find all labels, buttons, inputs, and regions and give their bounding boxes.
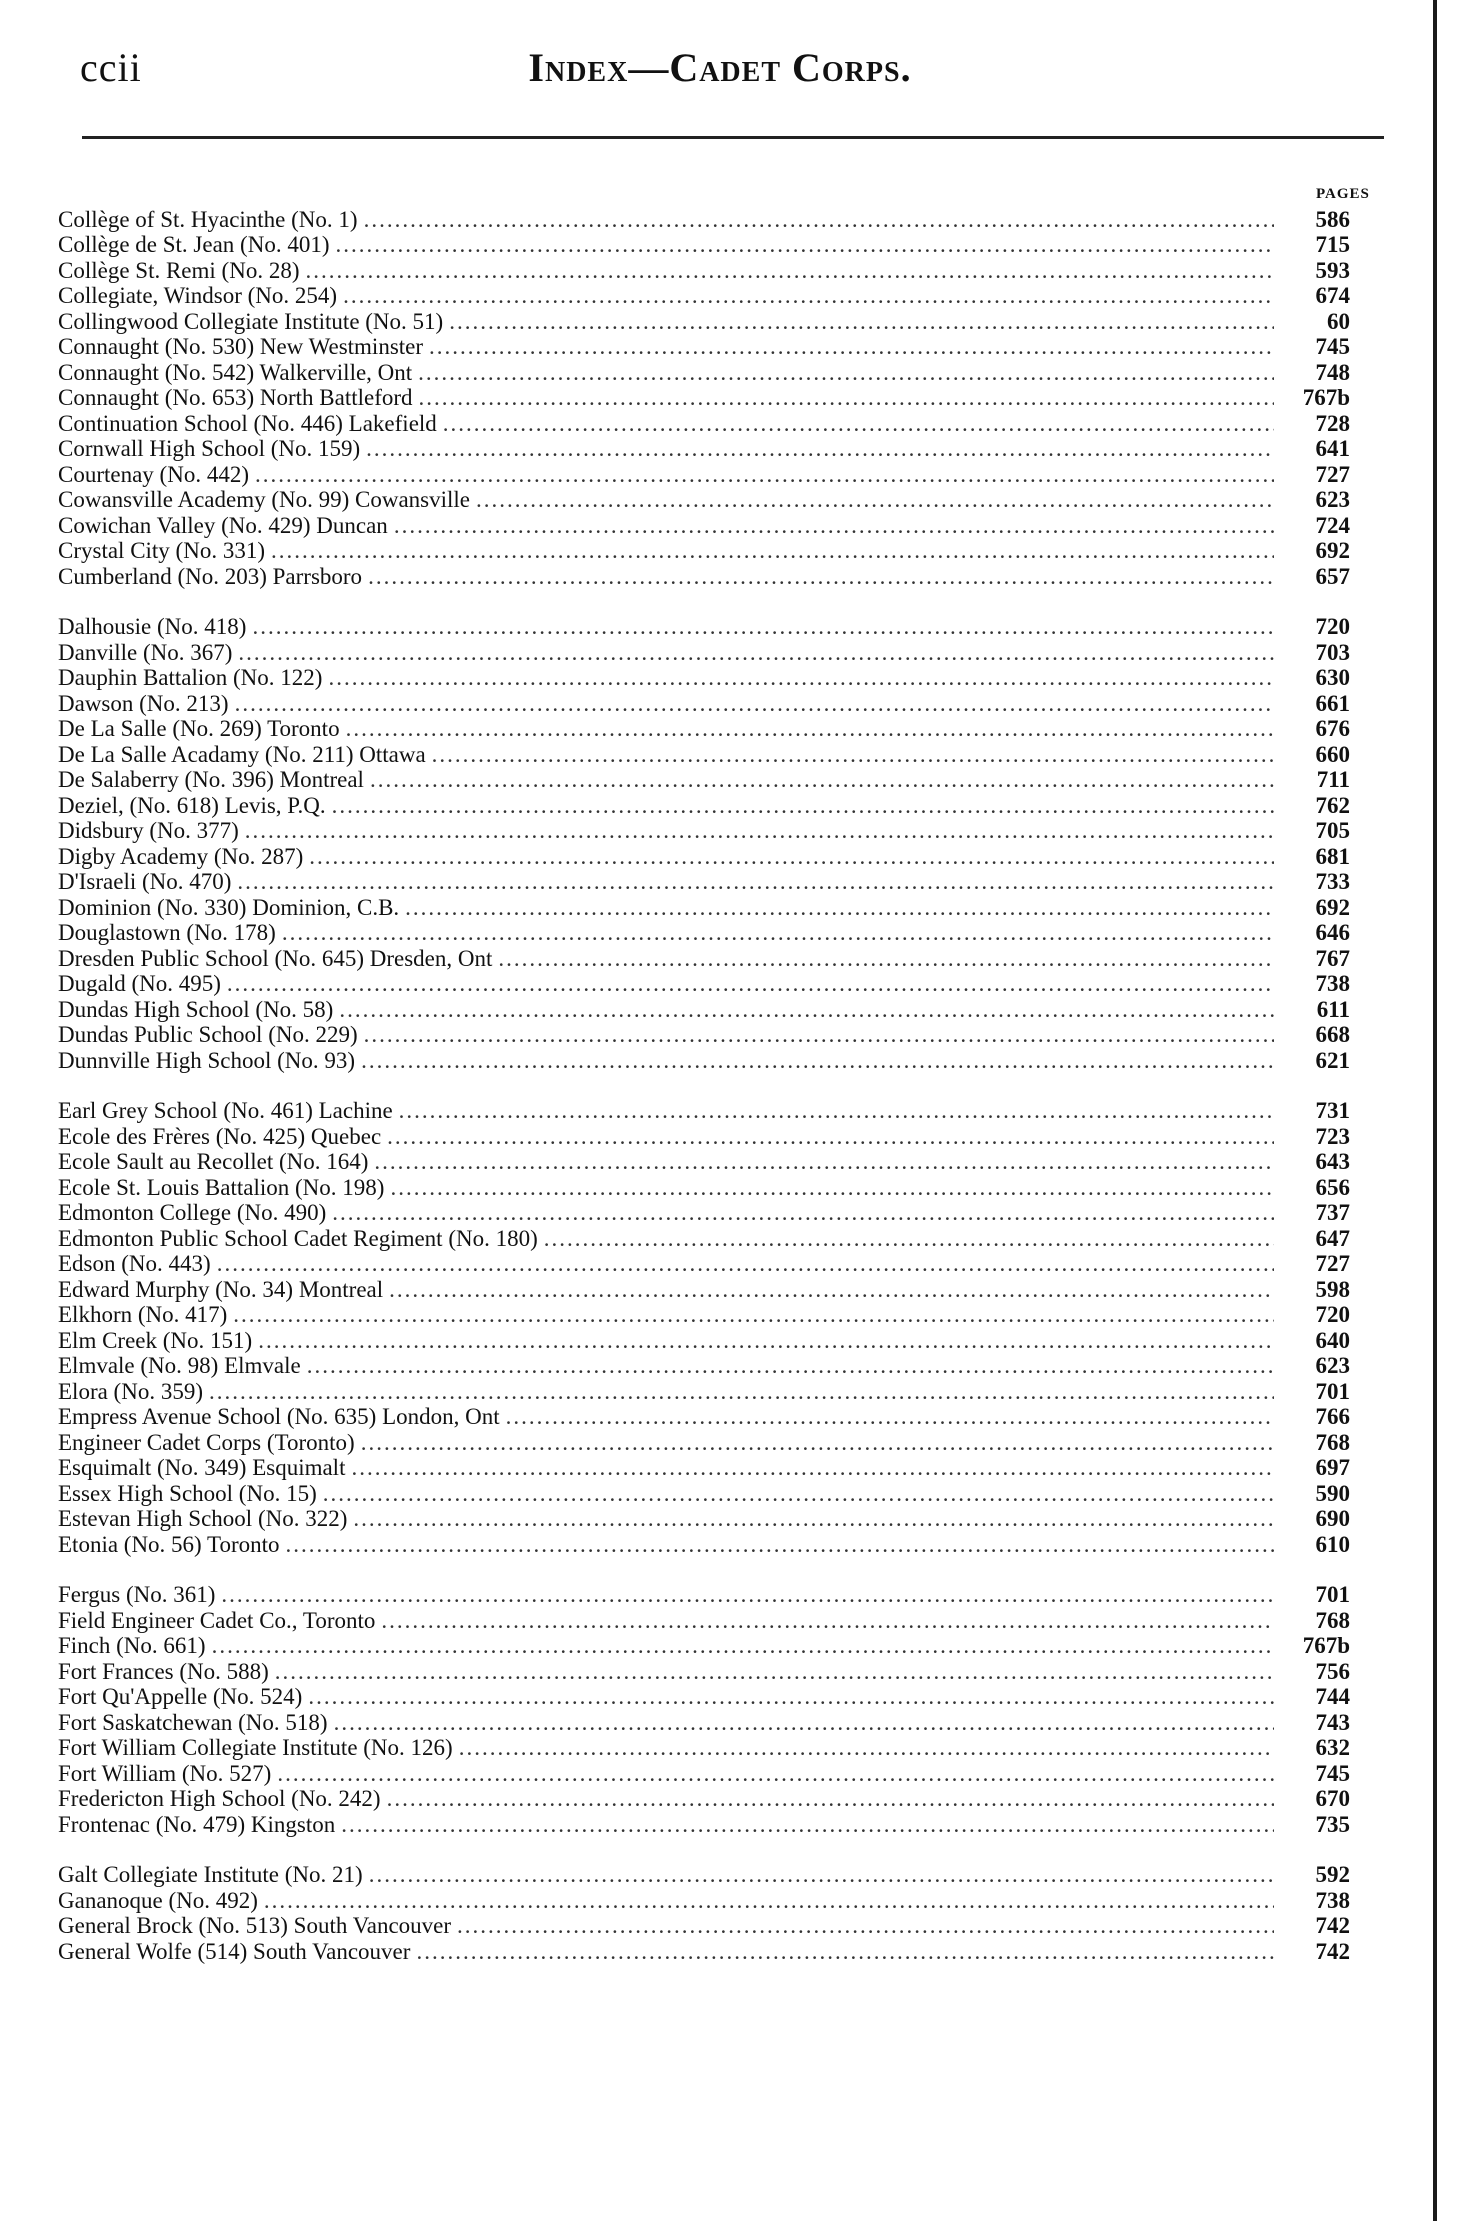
entry-page-number: 720 xyxy=(1315,614,1350,639)
entry-name: Frontenac (No. 479) Kingston xyxy=(58,1811,336,1837)
dot-leader xyxy=(432,742,1274,767)
dot-leader xyxy=(252,614,1274,639)
entry-page-number: 623 xyxy=(1315,487,1350,512)
entry-name: Ecole des Frères (No. 425) Quebec xyxy=(58,1123,382,1149)
entry-page-number: 745 xyxy=(1315,1760,1350,1786)
dot-leader xyxy=(233,1302,1274,1327)
dot-leader xyxy=(457,1913,1274,1938)
entry-page-number: 743 xyxy=(1315,1709,1350,1735)
index-entry xyxy=(58,792,1350,818)
dot-leader xyxy=(286,1532,1274,1557)
dot-leader xyxy=(305,258,1274,283)
entry-name: Dugald (No. 495) xyxy=(58,971,221,996)
entry-name: Edmonton Public School Cadet Regiment (No. 180) xyxy=(58,1225,538,1251)
entry-name: Dominion (No. 330) Dominion, C.B. xyxy=(58,894,400,920)
entry-name: Cumberland (No. 203) Parrsboro xyxy=(58,563,363,589)
dot-leader xyxy=(238,640,1274,665)
index-entry xyxy=(58,385,1350,411)
entry-name: De La Salle (No. 269) Toronto xyxy=(58,716,340,741)
dot-leader xyxy=(405,895,1274,920)
dot-leader xyxy=(370,767,1274,792)
entry-page-number: 611 xyxy=(1316,996,1350,1022)
dot-leader xyxy=(498,946,1274,971)
index-entry xyxy=(58,308,1350,334)
entry-name: Elm Creek (No. 151) xyxy=(58,1327,253,1353)
entry-page-number: 762 xyxy=(1315,792,1350,818)
entry-page-number: 676 xyxy=(1315,716,1350,741)
page-header xyxy=(70,38,1370,98)
dot-leader xyxy=(332,793,1274,818)
entry-name: Dawson (No. 213) xyxy=(58,690,229,716)
entry-name: Dundas Public School (No. 229) xyxy=(58,1022,358,1047)
index-entry xyxy=(58,563,1350,589)
entry-page-number: 744 xyxy=(1315,1684,1350,1709)
entry-page-number: 727 xyxy=(1315,461,1350,487)
dot-leader xyxy=(282,920,1274,945)
entry-page-number: 598 xyxy=(1315,1276,1350,1302)
index-entry xyxy=(58,487,1350,513)
entry-page-number: 630 xyxy=(1315,665,1350,690)
entry-name: Courtenay (No. 442) xyxy=(58,461,249,487)
index-entry xyxy=(58,1887,1350,1913)
entry-page-number: 674 xyxy=(1315,283,1350,308)
index-entry xyxy=(58,843,1350,869)
entry-page-number: 610 xyxy=(1315,1531,1350,1557)
dot-leader xyxy=(364,1022,1274,1047)
index-entry xyxy=(58,512,1350,538)
index-entry xyxy=(58,1607,1350,1633)
dot-leader xyxy=(416,1939,1274,1964)
entry-page-number: 592 xyxy=(1315,1862,1350,1887)
entry-page-number: 720 xyxy=(1315,1302,1350,1327)
entry-name: Continuation School (No. 446) Lakefield xyxy=(58,410,437,436)
index-entry xyxy=(58,1404,1350,1430)
dot-leader xyxy=(309,844,1274,869)
index-entry xyxy=(58,1480,1350,1506)
entry-name: Elmvale (No. 98) Elmvale xyxy=(58,1353,301,1378)
dot-leader xyxy=(419,385,1274,410)
page-edge-line xyxy=(1433,0,1437,2221)
entry-name: Fergus (No. 361) xyxy=(58,1582,216,1607)
index-entry xyxy=(58,1251,1350,1277)
entry-name: Deziel, (No. 618) Levis, P.Q. xyxy=(58,792,326,818)
entry-name: Dunnville High School (No. 93) xyxy=(58,1047,356,1073)
entry-name: Gananoque (No. 492) xyxy=(58,1887,258,1913)
index-entry xyxy=(58,818,1350,844)
entry-page-number: 661 xyxy=(1315,690,1350,716)
entry-page-number: 745 xyxy=(1315,334,1350,359)
index-section xyxy=(58,206,1350,589)
entry-name: De Salaberry (No. 396) Montreal xyxy=(58,767,364,792)
index-entry xyxy=(58,614,1350,640)
entry-name: Connaught (No. 530) New Westminster xyxy=(58,334,424,359)
entry-name: Galt Collegiate Institute (No. 21) xyxy=(58,1862,363,1887)
entry-name: Dundas High School (No. 58) xyxy=(58,996,334,1022)
dot-leader xyxy=(271,538,1274,563)
pages-column-heading: PAGES xyxy=(1316,186,1370,202)
dot-leader xyxy=(209,1379,1274,1404)
entry-name: Fort William Collegiate Institute (No. 126) xyxy=(58,1735,453,1760)
index-entry xyxy=(58,665,1350,691)
entry-page-number: 738 xyxy=(1315,1887,1350,1913)
index-entry xyxy=(58,1200,1350,1226)
index-entry xyxy=(58,257,1350,283)
entry-page-number: 748 xyxy=(1315,359,1350,385)
entry-page-number: 737 xyxy=(1315,1200,1350,1225)
dot-leader xyxy=(387,1786,1274,1811)
index-entry xyxy=(58,639,1350,665)
entry-name: Cornwall High School (No. 159) xyxy=(58,436,361,461)
entry-page-number: 766 xyxy=(1315,1404,1350,1429)
entry-page-number: 590 xyxy=(1315,1480,1350,1506)
dot-leader xyxy=(332,1200,1274,1225)
index-entry xyxy=(58,690,1350,716)
entry-name: Collège de St. Jean (No. 401) xyxy=(58,232,330,257)
entry-page-number: 60 xyxy=(1327,308,1350,334)
index-section xyxy=(58,1098,1350,1557)
index-entry xyxy=(58,1149,1350,1175)
entry-page-number: 681 xyxy=(1315,843,1350,869)
entry-name: Ecole Sault au Recollet (No. 164) xyxy=(58,1149,369,1174)
entry-name: Fort Saskatchewan (No. 518) xyxy=(58,1709,328,1735)
entry-page-number: 586 xyxy=(1315,206,1350,232)
entry-name: Ecole St. Louis Battalion (No. 198) xyxy=(58,1174,385,1200)
index-entry xyxy=(58,716,1350,742)
dot-leader xyxy=(308,1684,1274,1709)
entry-page-number: 640 xyxy=(1315,1327,1350,1353)
index-entry xyxy=(58,971,1350,997)
dot-leader xyxy=(328,665,1274,690)
dot-leader xyxy=(343,283,1274,308)
index-entry xyxy=(58,436,1350,462)
dot-leader xyxy=(506,1404,1274,1429)
entry-name: Connaught (No. 542) Walkerville, Ont xyxy=(58,359,413,385)
entry-name: Edson (No. 443) xyxy=(58,1251,211,1276)
entry-page-number: 703 xyxy=(1315,639,1350,665)
dot-leader xyxy=(235,691,1274,716)
entry-page-number: 727 xyxy=(1315,1251,1350,1276)
index-entry xyxy=(58,996,1350,1022)
dot-leader xyxy=(346,716,1274,741)
dot-leader xyxy=(387,1124,1274,1149)
dot-leader xyxy=(374,1149,1274,1174)
entry-page-number: 692 xyxy=(1315,538,1350,563)
entry-page-number: 742 xyxy=(1315,1913,1350,1938)
dot-leader xyxy=(429,334,1274,359)
dot-leader xyxy=(389,1277,1274,1302)
entry-page-number: 768 xyxy=(1315,1429,1350,1455)
index-entry xyxy=(58,1123,1350,1149)
index-entry xyxy=(58,1531,1350,1557)
entry-name: Collège St. Remi (No. 28) xyxy=(58,257,300,283)
entry-page-number: 643 xyxy=(1315,1149,1350,1174)
dot-leader xyxy=(275,1659,1274,1684)
entry-page-number: 660 xyxy=(1315,741,1350,767)
dot-leader xyxy=(361,1048,1274,1073)
index-entry xyxy=(58,410,1350,436)
dot-leader xyxy=(227,971,1274,996)
dot-leader xyxy=(476,487,1274,512)
dot-leader xyxy=(443,411,1274,436)
index-entry xyxy=(58,1455,1350,1481)
entry-name: Danville (No. 367) xyxy=(58,639,233,665)
entry-name: Esquimalt (No. 349) Esquimalt xyxy=(58,1455,346,1480)
entry-name: Collège of St. Hyacinthe (No. 1) xyxy=(58,206,358,232)
entry-page-number: 701 xyxy=(1315,1582,1350,1607)
index-entry xyxy=(58,1429,1350,1455)
entry-name: Digby Academy (No. 287) xyxy=(58,843,304,869)
dot-leader xyxy=(459,1735,1274,1760)
entry-page-number: 697 xyxy=(1315,1455,1350,1480)
dot-leader xyxy=(364,207,1274,232)
entry-page-number: 621 xyxy=(1315,1047,1350,1073)
index-entry xyxy=(58,1225,1350,1251)
index-entry xyxy=(58,1174,1350,1200)
dot-leader xyxy=(255,462,1274,487)
index-entry xyxy=(58,945,1350,971)
entry-name: Crystal City (No. 331) xyxy=(58,538,265,563)
dot-leader xyxy=(323,1481,1274,1506)
dot-leader xyxy=(212,1633,1274,1658)
page-title: Index—Cadet Corps. xyxy=(528,45,912,90)
entry-page-number: 733 xyxy=(1315,869,1350,894)
dot-leader xyxy=(381,1608,1274,1633)
index-entry xyxy=(58,283,1350,309)
entry-page-number: 742 xyxy=(1315,1938,1350,1964)
index-entry xyxy=(58,1811,1350,1837)
entry-name: De La Salle Acadamy (No. 211) Ottawa xyxy=(58,741,426,767)
entry-name: Field Engineer Cadet Co., Toronto xyxy=(58,1607,376,1633)
index-entry xyxy=(58,232,1350,258)
entry-page-number: 767b xyxy=(1302,385,1350,410)
index-entry xyxy=(58,767,1350,793)
entry-page-number: 670 xyxy=(1315,1786,1350,1811)
entry-page-number: 646 xyxy=(1315,920,1350,945)
index-entry xyxy=(58,1938,1350,1964)
index-entry xyxy=(58,334,1350,360)
index-entry xyxy=(58,1786,1350,1812)
dot-leader xyxy=(390,1175,1274,1200)
entry-page-number: 641 xyxy=(1315,436,1350,461)
entry-name: Dalhousie (No. 418) xyxy=(58,614,247,639)
entry-page-number: 768 xyxy=(1315,1607,1350,1633)
entry-name: Edmonton College (No. 490) xyxy=(58,1200,327,1225)
entry-name: Dauphin Battalion (No. 122) xyxy=(58,665,323,690)
dot-leader xyxy=(353,1506,1274,1531)
entry-page-number: 632 xyxy=(1315,1735,1350,1760)
dot-leader xyxy=(449,309,1274,334)
entry-page-number: 767 xyxy=(1315,945,1350,971)
page-folio: ccii xyxy=(80,45,142,90)
dot-leader xyxy=(334,1710,1274,1735)
entry-page-number: 705 xyxy=(1315,818,1350,843)
entry-name: Fredericton High School (No. 242) xyxy=(58,1786,381,1811)
dot-leader xyxy=(394,513,1274,538)
index-list xyxy=(58,206,1350,1989)
entry-name: Finch (No. 661) xyxy=(58,1633,206,1658)
index-section xyxy=(58,614,1350,1073)
index-entry xyxy=(58,869,1350,895)
index-entry xyxy=(58,1582,1350,1608)
entry-name: General Wolfe (514) South Vancouver xyxy=(58,1938,411,1964)
entry-name: Fort Frances (No. 588) xyxy=(58,1658,269,1684)
entry-name: General Brock (No. 513) South Vancouver xyxy=(58,1913,452,1938)
entry-name: Fort Qu'Appelle (No. 524) xyxy=(58,1684,303,1709)
header-rule xyxy=(82,136,1384,139)
index-entry xyxy=(58,1378,1350,1404)
entry-name: Cowichan Valley (No. 429) Duncan xyxy=(58,512,388,538)
entry-name: Fort William (No. 527) xyxy=(58,1760,272,1786)
dot-leader xyxy=(217,1251,1274,1276)
entry-name: Connaught (No. 653) North Battleford xyxy=(58,385,413,410)
index-entry xyxy=(58,1047,1350,1073)
dot-leader xyxy=(341,1812,1274,1837)
entry-name: Dresden Public School (No. 645) Dresden, Ont xyxy=(58,945,493,971)
index-entry xyxy=(58,1022,1350,1048)
entry-name: Elora (No. 359) xyxy=(58,1378,203,1404)
index-entry xyxy=(58,1658,1350,1684)
dot-leader xyxy=(307,1353,1274,1378)
entry-page-number: 668 xyxy=(1315,1022,1350,1047)
entry-page-number: 724 xyxy=(1315,512,1350,538)
index-entry xyxy=(58,1862,1350,1888)
index-section xyxy=(58,1862,1350,1964)
entry-name: Estevan High School (No. 322) xyxy=(58,1506,348,1531)
index-entry xyxy=(58,1276,1350,1302)
entry-name: Collegiate, Windsor (No. 254) xyxy=(58,283,338,308)
entry-page-number: 715 xyxy=(1315,232,1350,257)
dot-leader xyxy=(221,1582,1274,1607)
index-entry xyxy=(58,206,1350,232)
index-entry xyxy=(58,1302,1350,1328)
index-entry xyxy=(58,1633,1350,1659)
entry-page-number: 647 xyxy=(1315,1225,1350,1251)
entry-name: Engineer Cadet Corps (Toronto) xyxy=(58,1429,355,1455)
index-entry xyxy=(58,741,1350,767)
entry-page-number: 701 xyxy=(1315,1378,1350,1404)
dot-leader xyxy=(245,818,1274,843)
dot-leader xyxy=(399,1098,1274,1123)
entry-page-number: 690 xyxy=(1315,1506,1350,1531)
index-entry xyxy=(58,1684,1350,1710)
dot-leader xyxy=(418,360,1274,385)
index-entry xyxy=(58,920,1350,946)
dot-leader xyxy=(369,1862,1274,1887)
dot-leader xyxy=(351,1455,1274,1480)
entry-page-number: 723 xyxy=(1315,1123,1350,1149)
dot-leader xyxy=(258,1328,1274,1353)
entry-page-number: 756 xyxy=(1315,1658,1350,1684)
index-entry xyxy=(58,1913,1350,1939)
dot-leader xyxy=(335,232,1274,257)
entry-page-number: 711 xyxy=(1316,767,1350,792)
entry-name: Etonia (No. 56) Toronto xyxy=(58,1531,280,1557)
index-entry xyxy=(58,894,1350,920)
index-entry xyxy=(58,1327,1350,1353)
entry-page-number: 728 xyxy=(1315,410,1350,436)
dot-leader xyxy=(237,869,1274,894)
entry-name: Collingwood Collegiate Institute (No. 51) xyxy=(58,308,444,334)
dot-leader xyxy=(544,1226,1274,1251)
index-entry xyxy=(58,1709,1350,1735)
entry-page-number: 735 xyxy=(1315,1811,1350,1837)
entry-name: Elkhorn (No. 417) xyxy=(58,1302,228,1327)
entry-name: Edward Murphy (No. 34) Montreal xyxy=(58,1276,384,1302)
dot-leader xyxy=(366,436,1274,461)
entry-name: Didsbury (No. 377) xyxy=(58,818,239,843)
index-entry xyxy=(58,1506,1350,1532)
dot-leader xyxy=(361,1430,1274,1455)
dot-leader xyxy=(264,1888,1274,1913)
entry-page-number: 738 xyxy=(1315,971,1350,996)
entry-page-number: 657 xyxy=(1315,563,1350,589)
dot-leader xyxy=(368,564,1274,589)
entry-page-number: 593 xyxy=(1315,257,1350,283)
entry-page-number: 731 xyxy=(1315,1098,1350,1123)
index-entry xyxy=(58,461,1350,487)
entry-name: Essex High School (No. 15) xyxy=(58,1480,317,1506)
index-entry xyxy=(58,359,1350,385)
entry-name: Cowansville Academy (No. 99) Cowansville xyxy=(58,487,471,512)
index-entry xyxy=(58,1760,1350,1786)
index-entry xyxy=(58,1353,1350,1379)
index-entry xyxy=(58,538,1350,564)
entry-page-number: 692 xyxy=(1315,894,1350,920)
index-entry xyxy=(58,1735,1350,1761)
entry-name: D'Israeli (No. 470) xyxy=(58,869,232,894)
entry-name: Empress Avenue School (No. 635) London, Ont xyxy=(58,1404,500,1429)
entry-page-number: 623 xyxy=(1315,1353,1350,1378)
dot-leader xyxy=(277,1761,1274,1786)
entry-name: Earl Grey School (No. 461) Lachine xyxy=(58,1098,393,1123)
entry-page-number: 767b xyxy=(1302,1633,1350,1658)
index-section xyxy=(58,1582,1350,1837)
dot-leader xyxy=(339,997,1274,1022)
entry-name: Douglastown (No. 178) xyxy=(58,920,276,945)
index-entry xyxy=(58,1098,1350,1124)
entry-page-number: 656 xyxy=(1315,1174,1350,1200)
